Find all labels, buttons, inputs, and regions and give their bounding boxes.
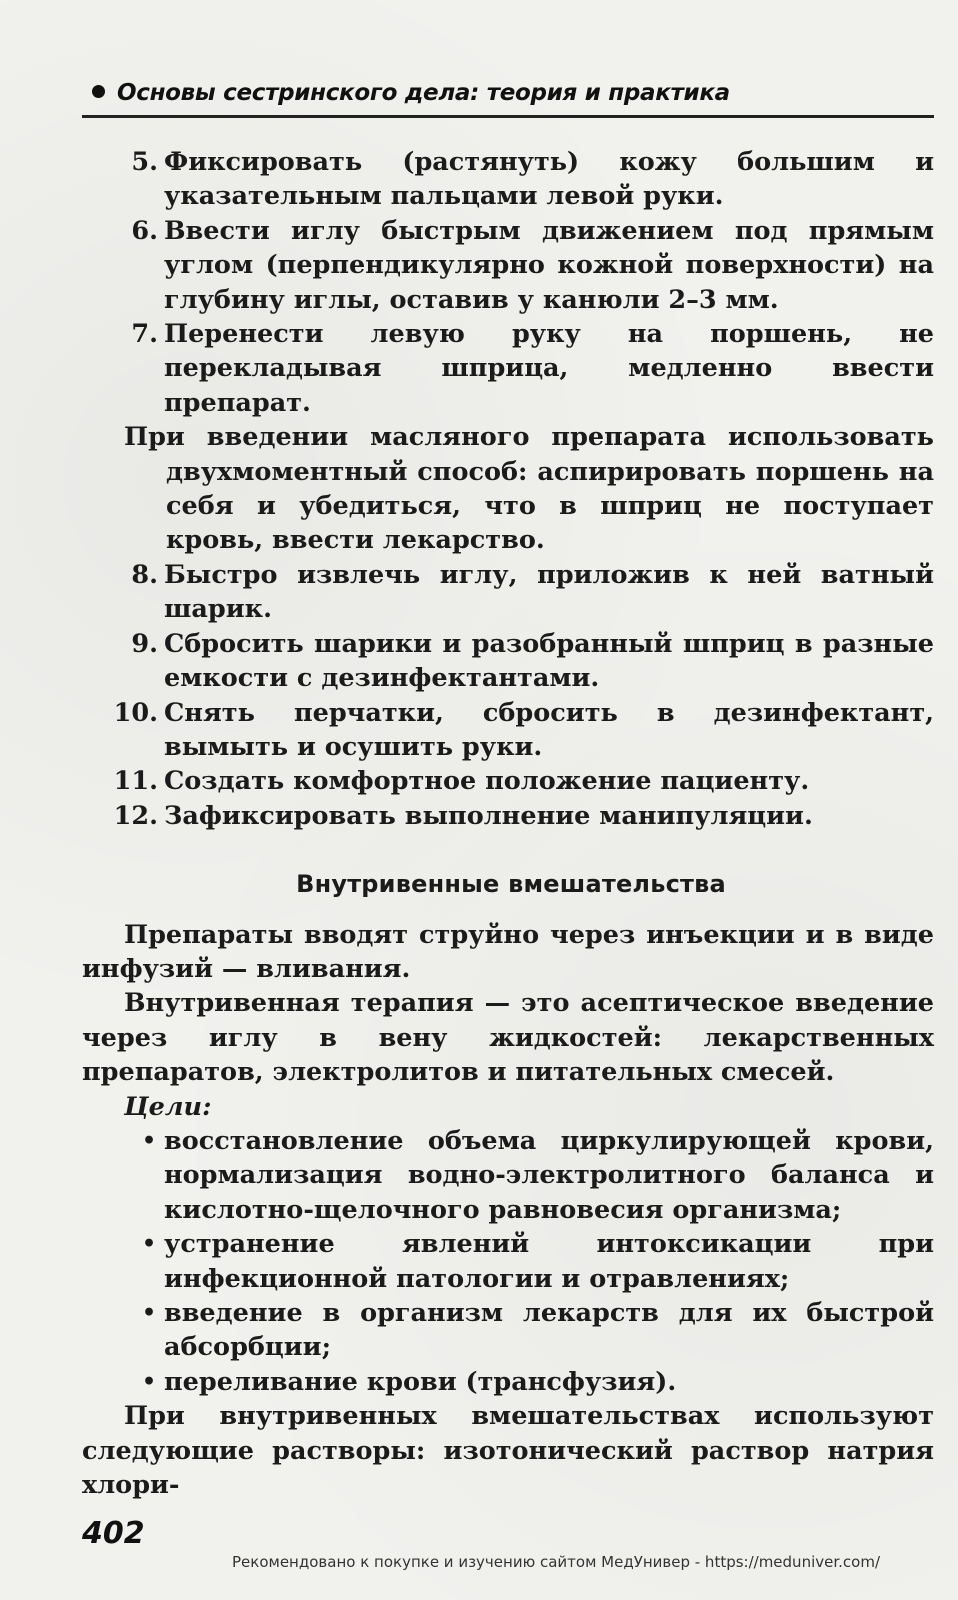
section-heading: Внутривенные вмешательства xyxy=(296,870,726,899)
item-text: восстановление объема циркулирующей крови, нормализация водно-электролитного баланса и кислотно-щелочного равновесия организма; xyxy=(164,1125,934,1225)
item-number: 9. xyxy=(131,628,158,659)
bullet-icon: • xyxy=(141,1300,156,1326)
list-item xyxy=(82,145,934,214)
item-text: устранение явлений интоксикации при инфекционной патологии и отравлениях; xyxy=(164,1229,934,1294)
item-number: 12. xyxy=(113,800,158,831)
bullet-icon: • xyxy=(141,1231,156,1258)
item-number: 11. xyxy=(113,766,158,797)
item-text: Создать комфортное положение пациенту. xyxy=(164,766,810,797)
list-item xyxy=(82,317,934,420)
bullet-icon xyxy=(92,85,105,98)
header-rule xyxy=(82,115,934,118)
oil-note: При введении масляного препарата использовать двухмоментный способ: аспирировать поршень на себя и убедиться, что в шприц не поступает кровь, ввести лекарство. xyxy=(124,422,934,556)
bullet-icon: • xyxy=(141,1127,156,1154)
paragraph: Препараты вводят струйно через инъекции и в виде инфузий — вливания. xyxy=(82,919,934,984)
item-number: 10. xyxy=(113,697,158,728)
item-number: 7. xyxy=(131,319,158,350)
list-item xyxy=(82,1296,934,1365)
item-text: введение в организм лекарств для их быстрой абсорбции; xyxy=(164,1298,934,1363)
list-item xyxy=(82,1227,934,1296)
item-text: Зафиксировать выполнение манипуляции. xyxy=(164,800,813,831)
list-item xyxy=(82,627,934,696)
list-item xyxy=(82,1365,934,1399)
list-item xyxy=(82,764,934,798)
page-body xyxy=(82,145,934,1502)
item-text: переливание крови (трансфузия). xyxy=(164,1366,677,1397)
paragraph: При внутривенных вмешательствах используют следующие растворы: изотонический раствор натрия хлори- xyxy=(82,1401,934,1501)
item-text: Сбросить шарики и разобранный шприц в разные емкости с дезинфектантами. xyxy=(164,628,934,694)
item-text: Быстро извлечь иглу, приложив к ней ватный шарик. xyxy=(164,559,934,625)
paragraph: Внутривенная терапия — это асептическое введение через иглу в вену жидкостей: лекарственных препаратов, электролитов и питательных смесей. xyxy=(82,988,934,1088)
item-text: Перенести левую руку на поршень, не перекладывая шприца, медленно ввести препарат. xyxy=(164,319,934,418)
item-number: 5. xyxy=(131,147,158,177)
item-text: Фиксировать (растянуть) кожу большим и указательным пальцами левой руки. xyxy=(164,147,934,212)
footer-note: Рекомендовано к покупке и изучению сайтом МедУнивер - https://meduniver.com/ xyxy=(232,1553,880,1571)
list-item xyxy=(82,799,934,833)
item-number: 6. xyxy=(131,215,158,246)
running-title: Основы сестринского дела: теория и практика xyxy=(117,80,730,106)
item-text: Ввести иглу быстрым движением под прямым углом (перпендикулярно кожной поверхности) на глубину иглы, оставив у канюли 2–3 мм. xyxy=(164,215,934,315)
list-item xyxy=(82,214,934,317)
running-head xyxy=(92,80,932,114)
page-number: 402 xyxy=(82,1516,145,1551)
list-item xyxy=(82,696,934,765)
item-number: 8. xyxy=(131,559,158,590)
item-text: Снять перчатки, сбросить в дезинфектант, вымыть и осушить руки. xyxy=(164,697,934,762)
goals-label: Цели: xyxy=(124,1091,212,1122)
list-item xyxy=(82,558,934,627)
bullet-icon: • xyxy=(141,1368,156,1395)
list-item xyxy=(82,1124,934,1227)
